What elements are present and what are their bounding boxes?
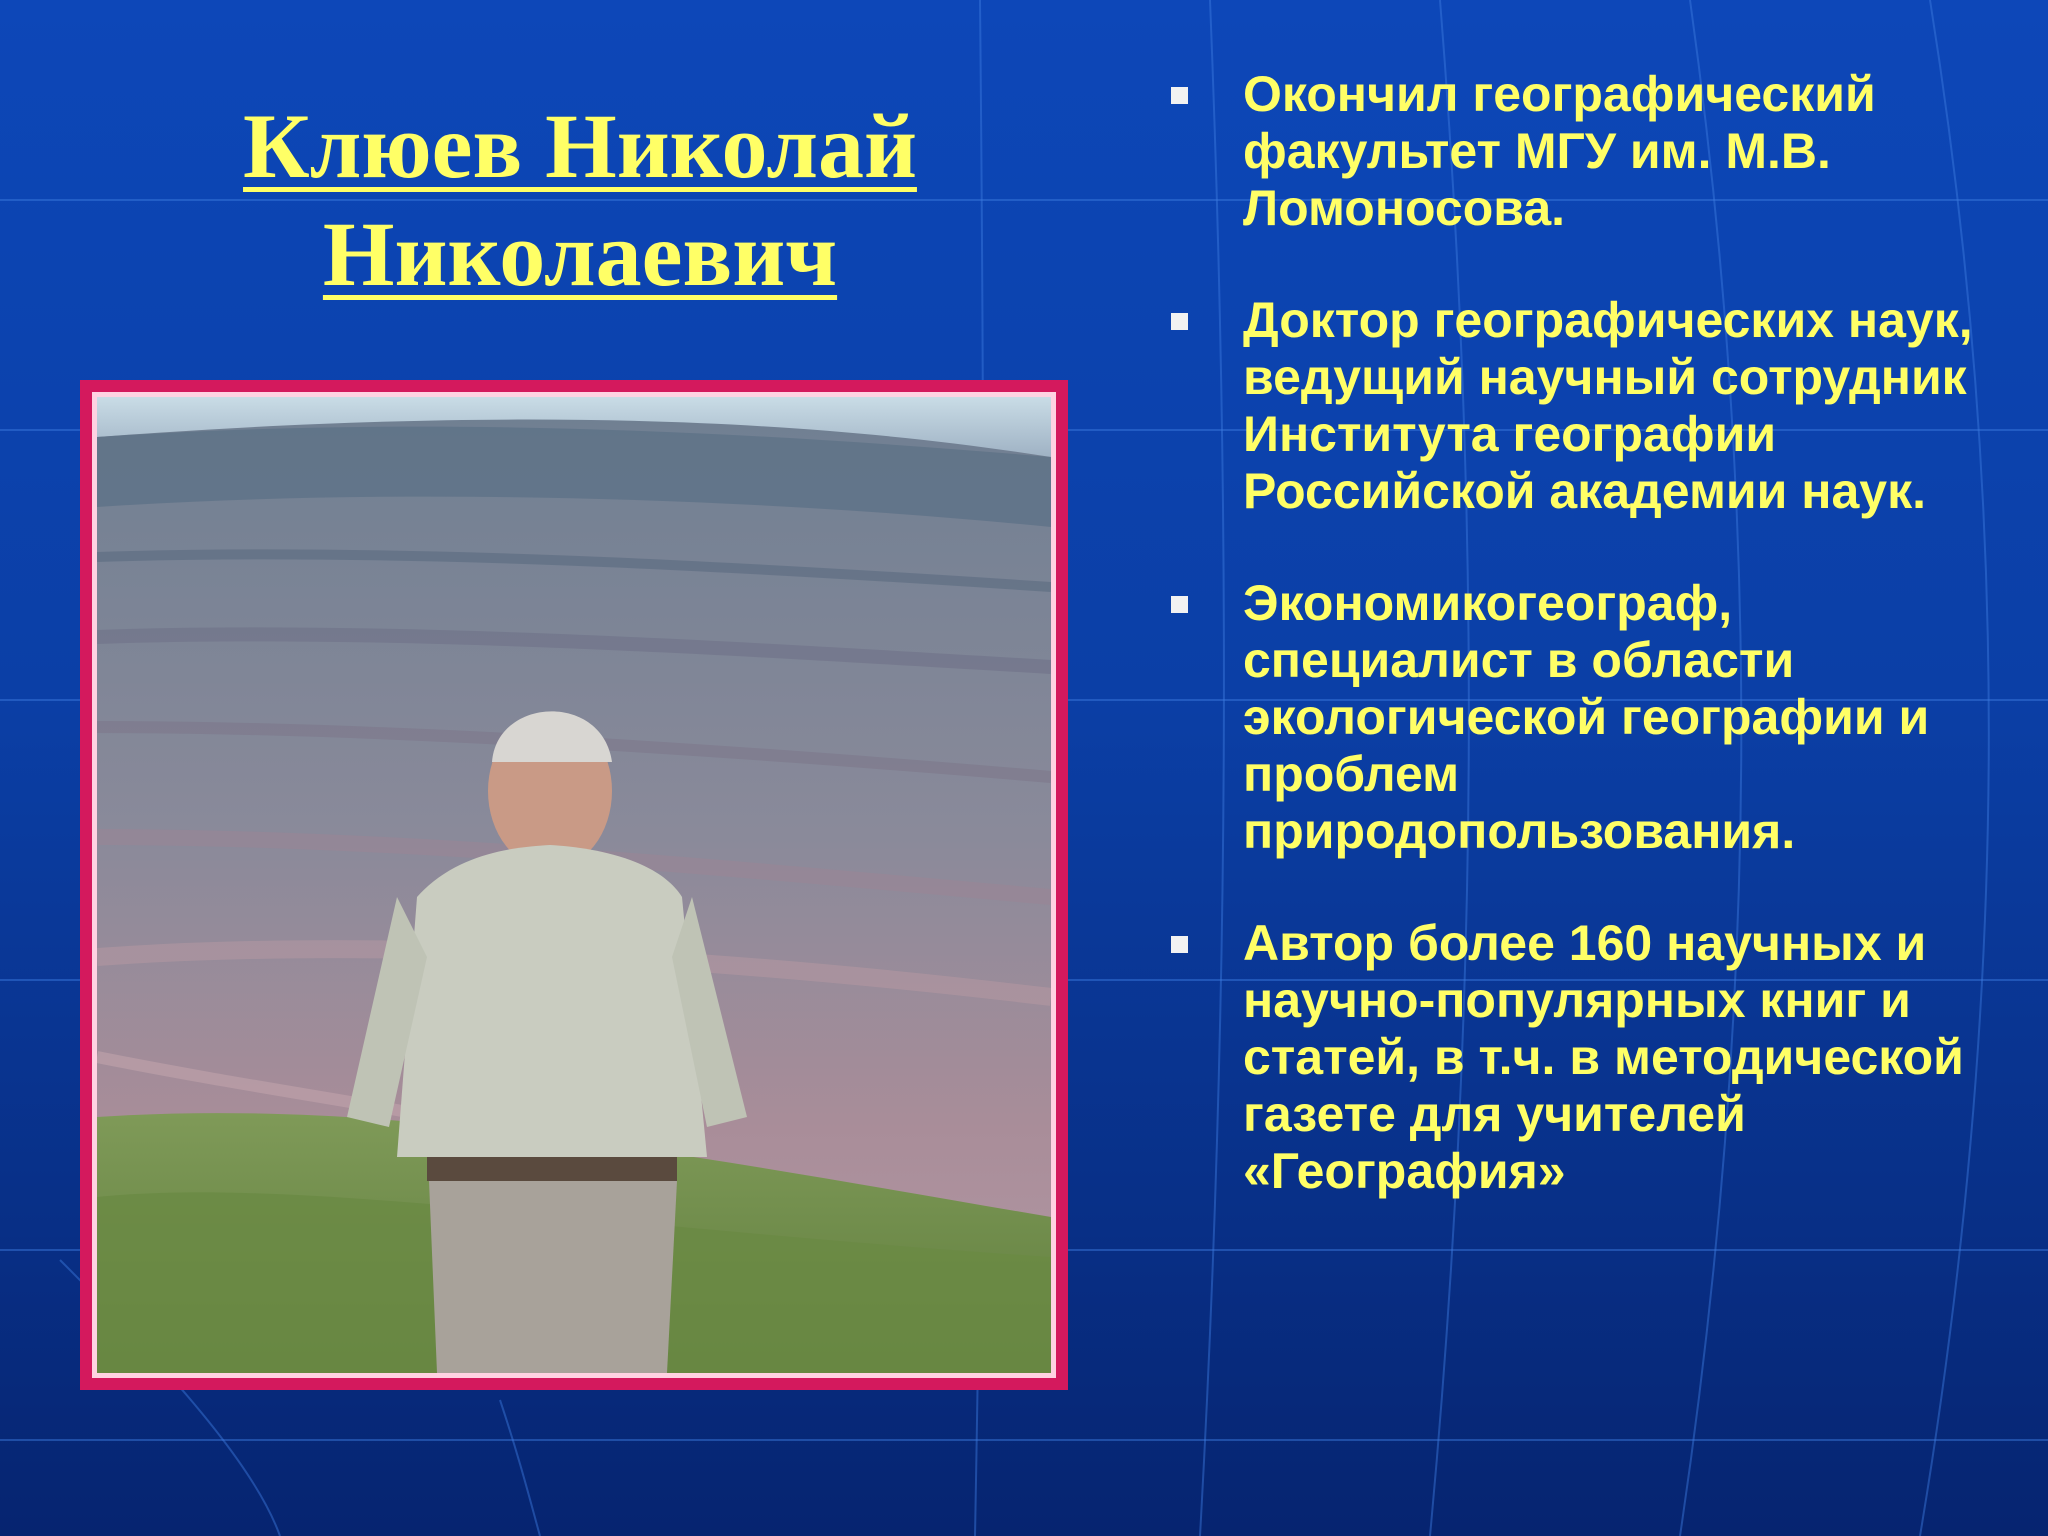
bullet-specialization — [1165, 575, 2025, 860]
bullet-publications — [1165, 915, 2025, 1200]
bullet-marker-icon — [1171, 596, 1188, 613]
bullet-marker-icon — [1171, 936, 1188, 953]
bio-bullet-list — [1165, 66, 2025, 1255]
bullet-marker-icon — [1171, 87, 1188, 104]
portrait-photo — [92, 392, 1056, 1378]
bullet-marker-icon — [1171, 313, 1188, 330]
bullet-education — [1165, 66, 2025, 237]
title-line-1: Клюев Николай — [243, 95, 917, 197]
title-line-2: Николаевич — [322, 203, 838, 305]
bullet-text: Экономикогеограф, специалист в области экологической географии и проблем природопользования. — [1243, 575, 1930, 859]
bullet-degree-position — [1165, 292, 2025, 520]
bullet-text: Автор более 160 научных и научно-популярных книг и статей, в т.ч. в методической газете для учителей «География» — [1243, 915, 1964, 1199]
portrait-photo-frame — [80, 380, 1068, 1390]
page-title — [110, 92, 1050, 308]
bullet-text: Окончил географический факультет МГУ им. М.В. Ломоносова. — [1243, 66, 1876, 236]
bullet-text: Доктор географических наук, ведущий научный сотрудник Института географии Российской академии наук. — [1243, 292, 1973, 519]
